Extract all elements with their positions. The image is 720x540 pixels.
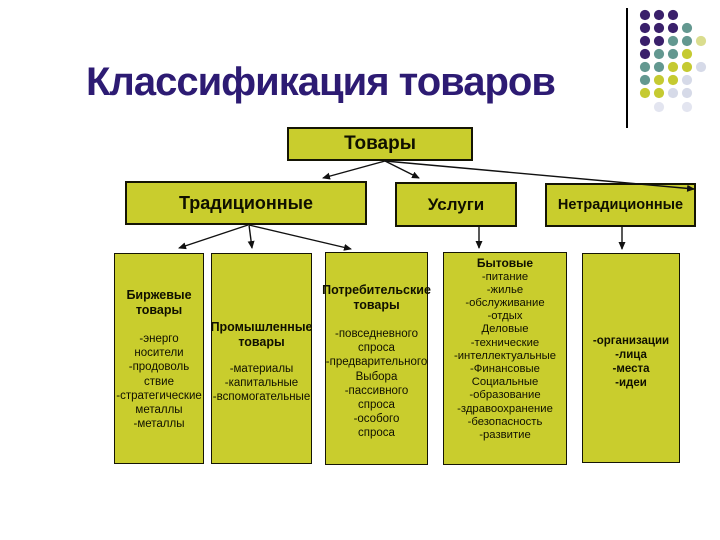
decorative-dot	[668, 10, 678, 20]
decorative-dot	[640, 49, 650, 59]
decorative-dot	[682, 36, 692, 46]
decorative-dot	[682, 49, 692, 59]
decorative-dot	[682, 23, 692, 33]
decorative-dot	[682, 88, 692, 98]
node-item-line: -отдых	[487, 310, 523, 323]
node-header-line: Биржевые	[126, 288, 192, 302]
node-item-line: -капитальные	[224, 377, 299, 390]
node-item-line: -организации	[592, 335, 670, 347]
decorative-dot	[668, 36, 678, 46]
node-header-line: товары	[238, 335, 285, 349]
node-item-line: -металлы	[133, 418, 185, 431]
node-item-line: спроса	[358, 342, 395, 355]
decorative-dot	[696, 36, 706, 46]
tree-node-birzhevye-tovary	[114, 253, 204, 464]
node-item-line: ствие	[144, 375, 174, 388]
decorative-dot	[668, 23, 678, 33]
node-item-line: спроса	[358, 427, 395, 440]
node-header-line: Бытовые	[476, 256, 534, 270]
node-item-line: Выбора	[355, 370, 398, 383]
decorative-dot	[640, 10, 650, 20]
node-item-line: -Финансовые	[470, 362, 540, 375]
node-item-line: Социальные	[471, 376, 539, 389]
tree-node-label: Товары	[344, 133, 416, 154]
node-item-line: -вспомогательные	[212, 391, 311, 404]
node-item-line: -материалы	[229, 363, 294, 375]
decorative-dot	[654, 10, 664, 20]
node-item-line: носители	[134, 347, 184, 360]
tree-node-label: Нетрадиционные	[557, 197, 684, 213]
decorative-dot	[696, 62, 706, 72]
decorative-dot	[654, 36, 664, 46]
decorative-dot	[654, 102, 664, 112]
decorative-dot	[668, 62, 678, 72]
node-item-line: -пассивного	[344, 384, 409, 397]
tree-node-label: Услуги	[427, 194, 485, 214]
node-item-line: -интеллектуальные	[453, 349, 557, 362]
decorative-dot	[654, 49, 664, 59]
decorative-dot	[682, 62, 692, 72]
tree-node-netraditsionnye	[545, 183, 696, 227]
node-header-line: Промышленные	[210, 320, 313, 334]
node-item-line: -образование	[469, 389, 541, 402]
node-item-line: спроса	[358, 399, 395, 412]
tree-node-potrebitelskie-tovary	[322, 252, 431, 465]
node-item-line: -продоволь	[128, 361, 190, 374]
node-item-line: -развитие	[479, 428, 531, 441]
decorative-dot	[654, 62, 664, 72]
decorative-dot	[668, 49, 678, 59]
tree-node-uslugi	[395, 182, 517, 227]
node-item-line: -энерго	[139, 333, 179, 345]
node-item-line: -идеи	[615, 377, 647, 389]
node-item-line: металлы	[135, 404, 183, 417]
decorative-dot	[640, 23, 650, 33]
tree-node-label: Традиционные	[178, 192, 314, 213]
decorative-dot	[640, 36, 650, 46]
node-item-line: -безопасность	[467, 415, 543, 428]
tree-node-netraditsionnye-vidy	[582, 253, 680, 463]
node-item-line: -лица	[615, 349, 647, 361]
node-item-line: -особого	[353, 413, 400, 426]
node-item-line: -стратегические	[116, 389, 202, 402]
page-title: Классификация товаров	[86, 60, 555, 104]
node-item-line: -повседневного	[335, 328, 418, 340]
node-item-line: -питание	[481, 270, 529, 283]
node-header-line: Потребительские	[322, 283, 431, 297]
tree-node-tovary	[287, 127, 473, 161]
node-header-line: товары	[135, 303, 183, 317]
decorative-dots-pattern	[640, 10, 706, 112]
node-item-line: Деловые	[481, 323, 529, 336]
decorative-dot	[654, 23, 664, 33]
node-item-line: -места	[612, 363, 650, 375]
decorative-dot	[654, 75, 664, 85]
decorative-dot	[682, 75, 692, 85]
decorative-dot	[668, 75, 678, 85]
decorative-dot	[654, 88, 664, 98]
node-item-line: -жилье	[486, 283, 524, 296]
node-item-line: -технические	[470, 336, 540, 349]
tree-node-traditsionnye	[125, 181, 367, 225]
node-item-line: -обслуживание	[465, 296, 545, 309]
node-item-line: -предварительного	[325, 356, 428, 369]
node-header-line: товары	[353, 298, 400, 312]
tree-node-promyshlennye-tovary	[211, 253, 312, 464]
decorative-dot	[668, 88, 678, 98]
decorative-dot	[682, 102, 692, 112]
tree-node-uslugi-vidy	[443, 252, 567, 465]
node-item-line: -здравоохранение	[457, 402, 553, 415]
